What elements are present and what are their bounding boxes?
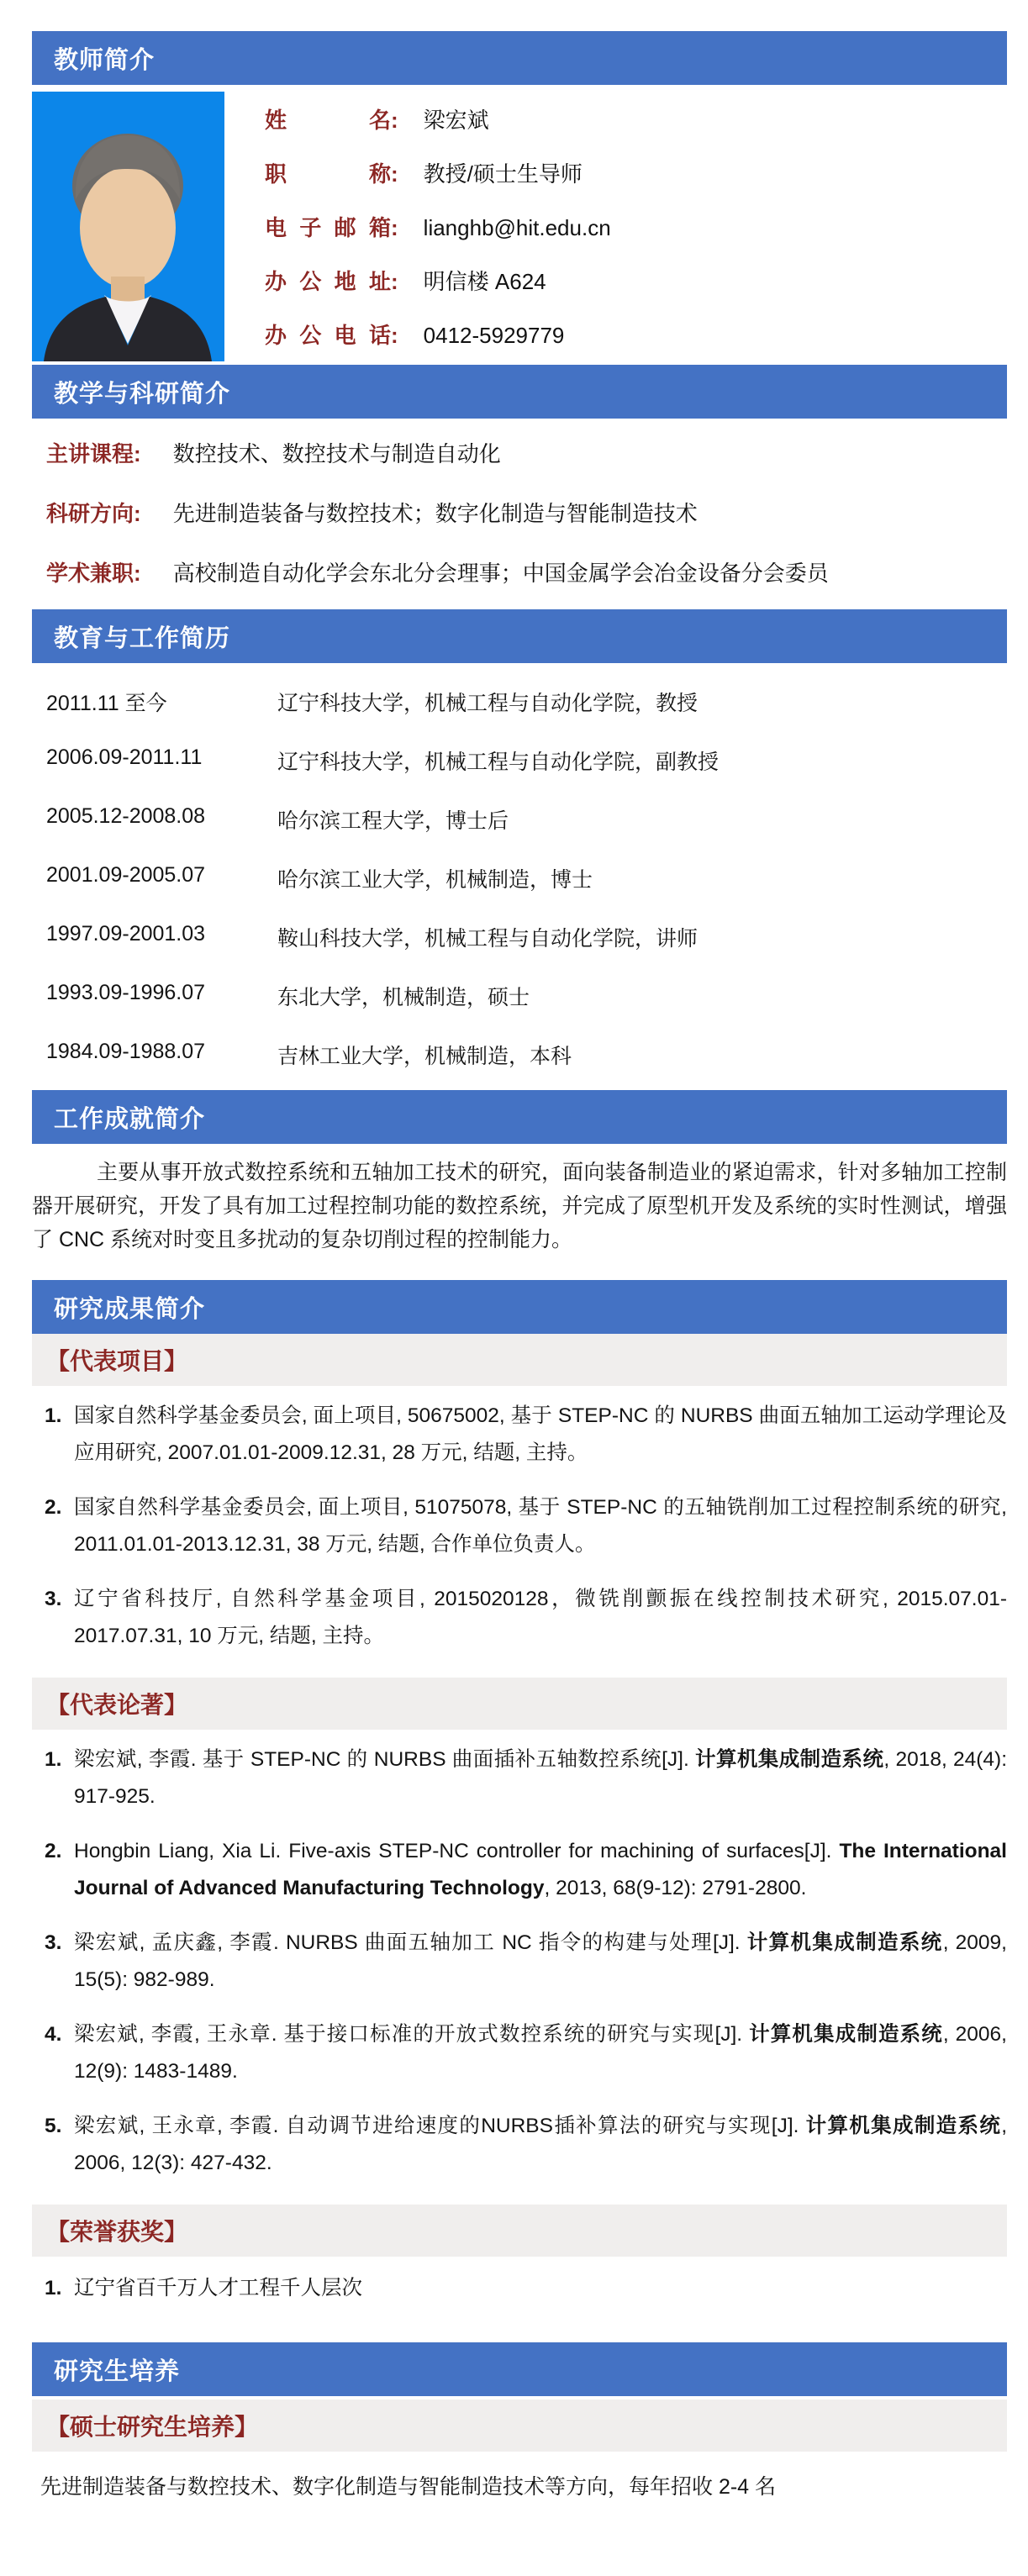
publication-authors-title: 梁宏斌, 李霞, 王永章. 基于接口标准的开放式数控系统的研究与实现[J]. <box>74 2023 750 2046</box>
history-period: 1997.09-2001.03 <box>46 922 206 946</box>
field-colon: : <box>391 214 398 240</box>
history-detail: 哈尔滨工程大学，博士后 <box>277 809 509 833</box>
field-office-phone <box>265 319 1007 350</box>
publication-journal: The International Journal of Advanced Manufacturing Technology <box>74 1840 1007 1899</box>
publication-cite-details: , 2009, 15(5): 982-989. <box>74 1931 1007 1991</box>
row-value: 先进制造装备与数控技术；数字化制造与智能制造技术 <box>172 501 698 526</box>
field-value: 梁宏斌 <box>423 107 489 133</box>
publication-authors-title: 梁宏斌, 孟庆鑫, 李霞. NURBS 曲面五轴加工 NC 指令的构建与处理[J]. <box>74 1931 747 1954</box>
section-header-graduate <box>32 2342 1007 2396</box>
project-item <box>32 1489 1007 1563</box>
row-colon: : <box>134 441 141 466</box>
section-title: 教学与科研简介 <box>54 380 231 408</box>
item-number: 1. <box>45 1748 62 1771</box>
section-title: 研究成果简介 <box>54 1295 206 1323</box>
field-label: 职称 <box>265 161 391 187</box>
publication-cite-details: , 2018, 24(4): 917-925. <box>74 1748 1008 1808</box>
row-value: 高校制造自动化学会东北分会理事；中国金属学会冶金设备分会委员 <box>172 561 829 586</box>
publication-authors-title: 梁宏斌, 李霞. 基于 STEP-NC 的 NURBS 曲面插补五轴数控系统[J]. <box>74 1748 696 1771</box>
section-header-profile <box>32 31 1007 85</box>
field-title <box>265 157 1007 188</box>
history-detail: 鞍山科技大学，机械工程与自动化学院，讲师 <box>277 927 699 951</box>
subsection-msc-training-heading <box>32 2400 1007 2452</box>
subsection-heading-label: 【代表项目】 <box>46 1348 188 1374</box>
history-detail: 辽宁科技大学，机械工程与自动化学院，副教授 <box>277 751 720 774</box>
publication-cite-details: , 2013, 68(9-12): 2791-2800. <box>544 1877 807 1899</box>
publication-item <box>32 2016 1007 2090</box>
teaching-row-academic-posts <box>32 556 1007 587</box>
item-number: 3. <box>45 1588 62 1610</box>
project-item <box>32 1398 1007 1472</box>
project-item <box>32 1581 1007 1655</box>
projects-list <box>32 1386 1007 1678</box>
section-header-teaching <box>32 365 1007 419</box>
item-number: 1. <box>45 2277 62 2299</box>
profile-block <box>32 92 1007 361</box>
history-period: 2006.09-2011.11 <box>46 745 203 769</box>
section-header-achievements <box>32 1090 1007 1144</box>
publications-list <box>32 1730 1007 2205</box>
publication-cite-details: , 2006, 12(9): 1483-1489. <box>74 2023 1007 2083</box>
publication-authors-title: Hongbin Liang, Xia Li. Five-axis STEP-NC controller for machining of surfaces[J]. <box>74 1840 840 1862</box>
field-value: 0412-5929779 <box>423 323 565 349</box>
item-number: 2. <box>45 1496 62 1519</box>
history-period: 2001.09-2005.07 <box>46 863 206 887</box>
field-name <box>265 103 1007 134</box>
history-period: 1993.09-1996.07 <box>46 981 206 1004</box>
history-row <box>32 922 1007 952</box>
publication-journal: 计算机集成制造系统 <box>805 2115 1002 2137</box>
achievements-paragraph: 主要从事开放式数控系统和五轴加工技术的研究，面向装备制造业的紧迫需求，针对多轴加工控制器开展研究，开发了具有加工过程控制功能的数控系统，并完成了原型机开发及系统的实时性测试，增强了 CNC 系统对时变且多扰动的复杂切削过程的控制能力。 <box>32 1161 1007 1251</box>
publication-item <box>32 1741 1007 1815</box>
field-office-address <box>265 265 1007 296</box>
honor-item <box>32 2270 1007 2307</box>
history-row <box>32 981 1007 1011</box>
teaching-row-research-directions <box>32 497 1007 528</box>
subsection-heading-label: 【代表论著】 <box>46 1692 188 1718</box>
teaching-row-courses <box>32 437 1007 468</box>
publication-journal: 计算机集成制造系统 <box>695 1748 884 1771</box>
publication-authors-title: 梁宏斌, 王永章, 李霞. 自动调节进给速度的NURBS插补算法的研究与实现[J]. <box>74 2115 806 2137</box>
field-colon: : <box>391 161 398 187</box>
history-detail: 哈尔滨工业大学，机械制造，博士 <box>277 868 593 892</box>
honor-text: 辽宁省百千万人才工程千人层次 <box>74 2277 362 2299</box>
publication-item <box>32 1833 1007 1907</box>
history-detail: 东北大学，机械制造，硕士 <box>277 986 530 1009</box>
subsection-heading-label: 【硕士研究生培养】 <box>46 2414 259 2440</box>
history-period: 2011.11 至今 <box>46 692 167 715</box>
row-colon: : <box>134 501 141 526</box>
item-number: 5. <box>45 2115 62 2137</box>
row-label: 主讲课程 <box>46 441 134 466</box>
row-colon: : <box>134 561 141 586</box>
publication-cite-details: , 2006, 12(3): 427-432. <box>74 2115 1008 2174</box>
section-title: 研究生培养 <box>54 2357 181 2385</box>
field-value: 明信楼 A624 <box>423 269 546 295</box>
history-period: 2005.12-2008.08 <box>46 804 206 828</box>
history-detail: 吉林工业大学，机械制造，本科 <box>277 1045 572 1068</box>
profile-fields <box>265 92 1007 361</box>
subsection-publications-heading <box>32 1678 1007 1730</box>
field-colon: : <box>391 107 398 133</box>
history-row <box>32 863 1007 893</box>
section-title: 教师简介 <box>54 46 156 74</box>
field-colon: : <box>391 323 398 349</box>
row-value: 数控技术、数控技术与制造自动化 <box>172 441 501 466</box>
section-header-research <box>32 1280 1007 1334</box>
teaching-block <box>32 419 1007 609</box>
field-value: lianghb@hit.edu.cn <box>423 214 611 240</box>
publication-item <box>32 2108 1007 2182</box>
field-label: 办公电话 <box>265 323 391 349</box>
publication-journal: 计算机集成制造系统 <box>749 2023 943 2046</box>
item-number: 1. <box>45 1404 62 1427</box>
subsection-heading-label: 【荣誉获奖】 <box>46 2219 188 2245</box>
subsection-honors-heading <box>32 2205 1007 2257</box>
section-header-history <box>32 609 1007 663</box>
project-text: 国家自然科学基金委员会, 面上项目, 50675002, 基于 STEP-NC 的 NURBS 曲面五轴加工运动学理论及应用研究, 2007.01.01-2009.12.31, 28 万元, 结题, 主持。 <box>74 1404 1007 1464</box>
field-label: 办公地址 <box>265 269 391 295</box>
item-number: 3. <box>45 1931 62 1954</box>
profile-photo <box>32 92 224 361</box>
project-text: 辽宁省科技厅, 自然科学基金项目, 2015020128，微铣削颤振在线控制技术研究, 2015.07.01-2017.07.31, 10 万元, 结题, 主持。 <box>74 1588 1007 1647</box>
field-label: 电子邮箱 <box>265 214 391 240</box>
field-email <box>265 211 1007 242</box>
publication-journal: 计算机集成制造系统 <box>746 1931 943 1954</box>
item-number: 4. <box>45 2023 62 2046</box>
history-row <box>32 804 1007 835</box>
history-detail: 辽宁科技大学，机械工程与自动化学院，教授 <box>277 692 699 715</box>
subsection-projects-heading <box>32 1334 1007 1386</box>
field-value: 教授/硕士生导师 <box>423 161 583 187</box>
msc-training-text: 先进制造装备与数控技术、数字化制造与智能制造技术等方向，每年招收 2-4 名 <box>40 2475 777 2499</box>
field-label: 姓名 <box>265 107 391 133</box>
section-title: 工作成就简介 <box>54 1105 206 1133</box>
history-period: 1984.09-1988.07 <box>46 1040 206 1063</box>
field-colon: : <box>391 269 398 295</box>
honors-list <box>32 2257 1007 2319</box>
publication-item <box>32 1925 1007 1999</box>
history-row <box>32 687 1007 717</box>
history-row <box>32 745 1007 776</box>
item-number: 2. <box>45 1840 62 1862</box>
history-row <box>32 1040 1007 1070</box>
section-title: 教育与工作简历 <box>54 624 231 652</box>
row-label: 学术兼职 <box>46 561 134 586</box>
project-text: 国家自然科学基金委员会, 面上项目, 51075078, 基于 STEP-NC 的五轴铣削加工过程控制系统的研究, 2011.01.01-2013.12.31, 38 万元, 结题, 合作单位负责人。 <box>74 1496 1007 1556</box>
history-block <box>32 663 1007 1090</box>
row-label: 科研方向 <box>46 501 134 526</box>
